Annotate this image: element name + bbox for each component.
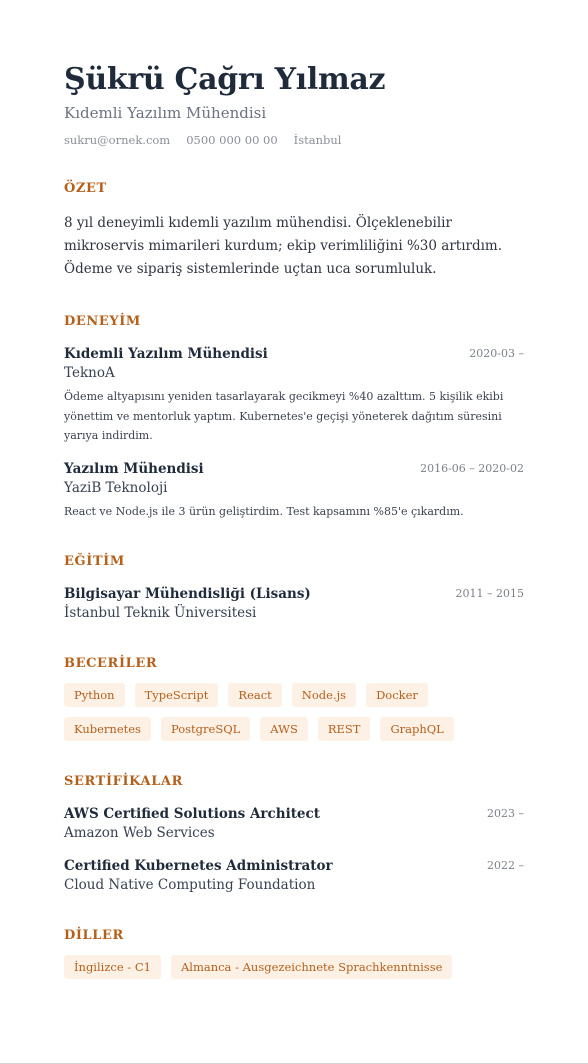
contact-line [64, 132, 524, 148]
email-text: sukru@ornek.com [64, 133, 171, 147]
certification-name: AWS Certified Solutions Architect [64, 806, 320, 822]
certifications-heading: SERTİFİKALAR [64, 774, 184, 789]
skills-tag-list [64, 683, 524, 741]
certification-issuer: Amazon Web Services [64, 825, 215, 841]
skill-tag: Kubernetes [64, 717, 151, 741]
certification-issuer: Cloud Native Computing Foundation [64, 877, 316, 893]
skill-tag: TypeScript [135, 683, 219, 707]
education-section [64, 553, 524, 623]
certification-entry [64, 805, 524, 843]
skill-tag: Docker [366, 683, 428, 707]
resume-header [64, 60, 524, 148]
education-heading: EĞİTİM [64, 554, 125, 569]
experience-description: React ve Node.js ile 3 ürün geliştirdim. Test kapsamını %85'e çıkardım. [64, 504, 464, 518]
skill-tag: PostgreSQL [161, 717, 250, 741]
certification-entry [64, 857, 524, 895]
city-text: İstanbul [293, 133, 342, 147]
education-degree: Bilgisayar Mühendisliği (Lisans) [64, 586, 311, 602]
summary-section [64, 180, 524, 281]
experience-entry [64, 460, 524, 522]
skills-section [64, 655, 524, 741]
experience-company: YaziB Teknoloji [64, 479, 168, 496]
language-tag: Almanca - Ausgezeichnete Sprachkenntnisse [171, 955, 452, 979]
experience-company: TeknoA [64, 365, 115, 381]
education-entry [64, 585, 524, 623]
summary-heading: ÖZET [64, 181, 107, 196]
experience-date: 2020-03 – [469, 347, 524, 360]
certification-date: 2023 – [487, 807, 524, 820]
summary-text: 8 yıl deneyimli kıdemli yazılım mühendisi. Ölçeklenebilir mikroservis mimarileri kurdum; ekip verimliliğini %30 artırdım. Ödeme ve sipariş sistemlerinde uçtan uca sorumluluk. [64, 215, 503, 277]
experience-section [64, 313, 524, 521]
certifications-section [64, 773, 524, 895]
person-name: Şükrü Çağrı Yılmaz [64, 62, 386, 97]
job-title: Kıdemli Yazılım Mühendisi [64, 104, 267, 122]
skill-tag: REST [318, 717, 371, 741]
languages-section [64, 927, 524, 979]
skill-tag: React [228, 683, 281, 707]
resume-page [64, 60, 524, 979]
experience-date: 2016-06 – 2020-02 [420, 461, 524, 475]
experience-heading: DENEYİM [64, 314, 141, 329]
experience-role: Yazılım Mühendisi [64, 460, 204, 477]
language-tag: İngilizce - C1 [64, 955, 161, 979]
certification-name: Certified Kubernetes Administrator [64, 858, 333, 874]
skills-heading: BECERİLER [64, 656, 158, 671]
languages-heading: DİLLER [64, 928, 124, 943]
experience-role: Kıdemli Yazılım Mühendisi [64, 346, 268, 362]
skill-tag: AWS [260, 717, 308, 741]
skill-tag: Python [64, 683, 125, 707]
education-school: İstanbul Teknik Üniversitesi [64, 605, 257, 621]
experience-description: Ödeme altyapısını yeniden tasarlayarak gecikmeyi %40 azalttım. 5 kişilik ekibi yönettim ve mentorluk yaptım. Kubernetes'e geçişi yöneterek dağıtım süresini yarıya indirdim. [64, 390, 504, 442]
skill-tag: Node.js [292, 683, 356, 707]
education-date: 2011 – 2015 [455, 587, 524, 600]
skill-tag: GraphQL [380, 717, 453, 741]
experience-entry [64, 345, 524, 446]
certification-date: 2022 – [487, 859, 524, 872]
phone-text: 0500 000 00 00 [186, 133, 278, 147]
languages-tag-list [64, 955, 524, 979]
